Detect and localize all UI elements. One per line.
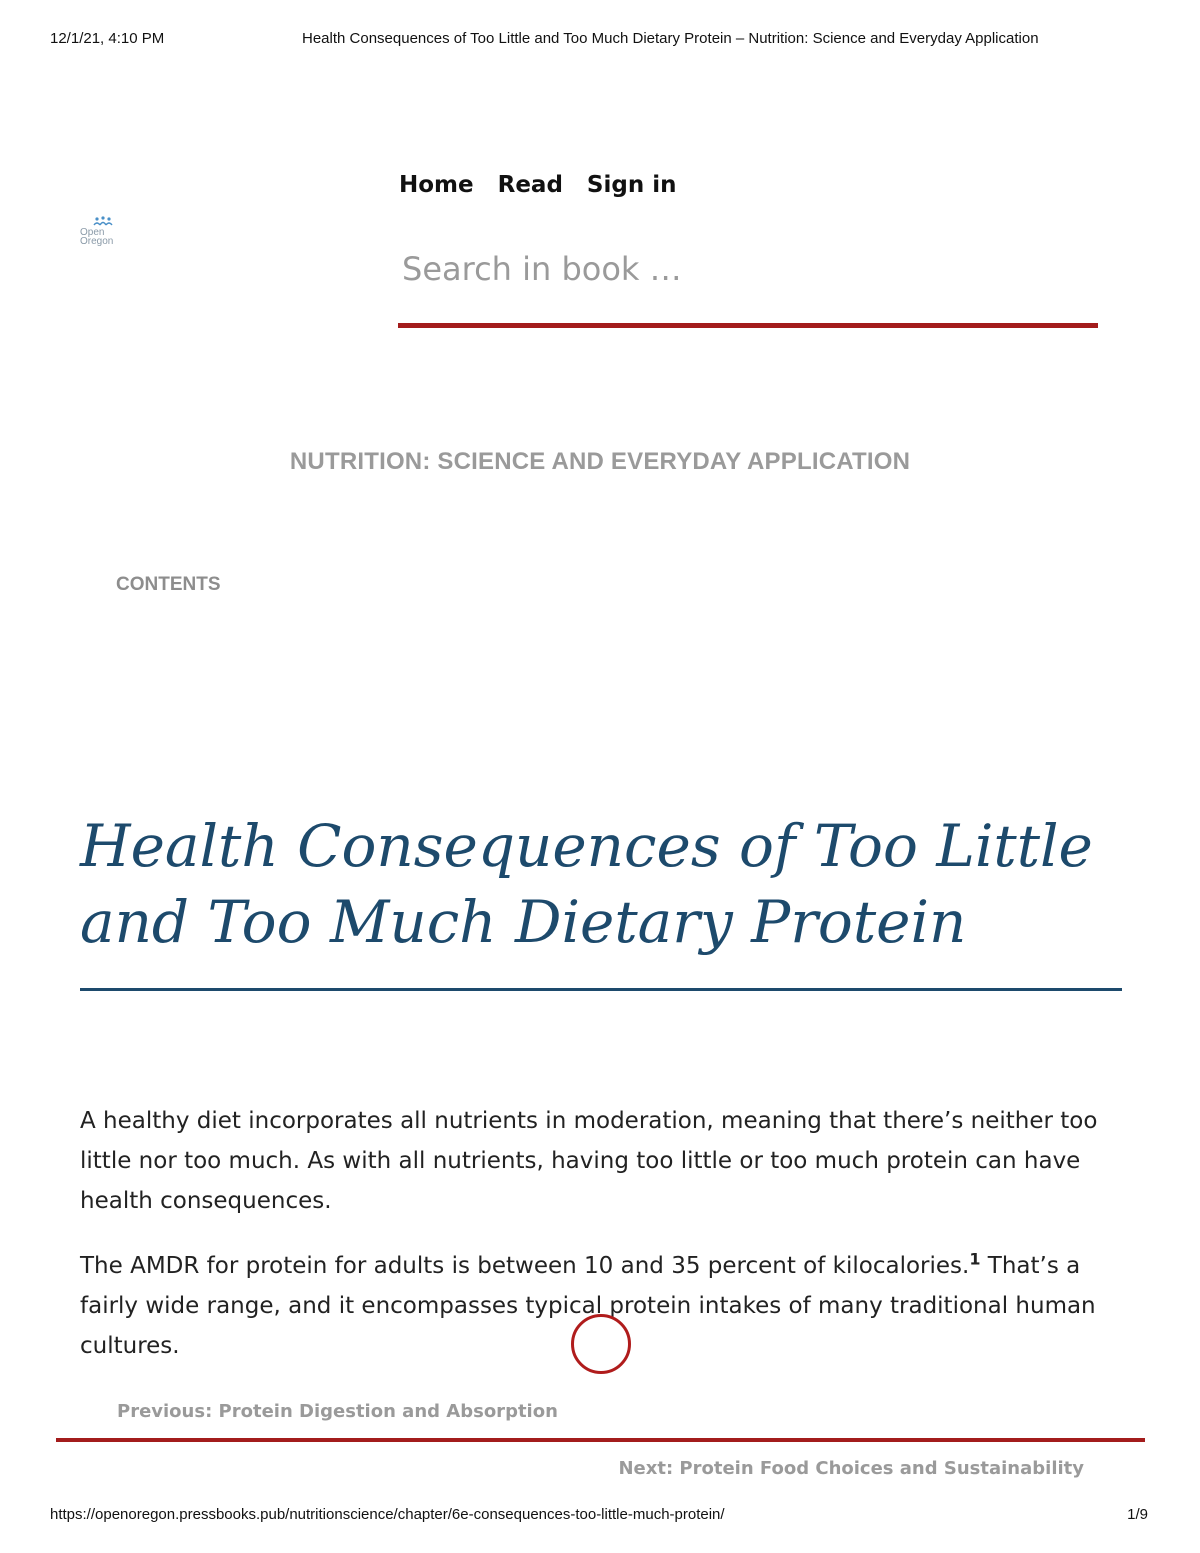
logo-text: Open Oregon: [80, 227, 114, 247]
contents-toggle[interactable]: CONTENTS: [116, 574, 221, 595]
footnote-ref-link[interactable]: 1: [969, 1249, 981, 1269]
print-url: https://openoregon.pressbooks.pub/nutritionscience/chapter/6e-consequences-too-little-much-protein/: [50, 1506, 725, 1523]
print-page-title: Health Consequences of Too Little and Too Much Dietary Protein – Nutrition: Science and Everyday Application: [302, 30, 1039, 47]
title-divider: [80, 988, 1122, 991]
intro-paragraph: A healthy diet incorporates all nutrients in moderation, meaning that there’s neither too little nor too much. As with all nutrients, having too little or too much protein can have health consequences.: [80, 1108, 1098, 1214]
pagination-divider: [56, 1438, 1145, 1442]
print-date: 12/1/21, 4:10 PM: [50, 30, 165, 47]
chapter-title: Health Consequences of Too Little and Too Much Dietary Protein: [80, 812, 1093, 956]
previous-chapter-link[interactable]: Previous: Protein Digestion and Absorption: [117, 1401, 558, 1422]
search-input[interactable]: [398, 244, 1098, 328]
main-nav: [399, 172, 676, 198]
next-chapter-link[interactable]: Next: Protein Food Choices and Sustainability: [618, 1458, 1084, 1479]
print-footer: [50, 1506, 1148, 1526]
cursor-ring-icon: [571, 1314, 631, 1374]
amdr-text-end: That’s a fairly wide range, and it encompasses typical protein intakes of many traditional human cultures.: [80, 1253, 1096, 1359]
logo-figures-icon: [92, 216, 114, 226]
nav-sign-in-link[interactable]: Sign in: [586, 172, 677, 198]
open-oregon-logo[interactable]: [78, 216, 126, 256]
nav-home-link[interactable]: Home: [399, 172, 474, 198]
print-page-number: 1/9: [1127, 1506, 1148, 1523]
nav-read-link[interactable]: Read: [497, 172, 563, 198]
amdr-text-start: The AMDR for protein for adults is between 10 and 35 percent of kilocalories.: [80, 1253, 970, 1279]
book-title[interactable]: NUTRITION: SCIENCE AND EVERYDAY APPLICATION: [289, 448, 911, 475]
print-header: [50, 30, 1150, 50]
